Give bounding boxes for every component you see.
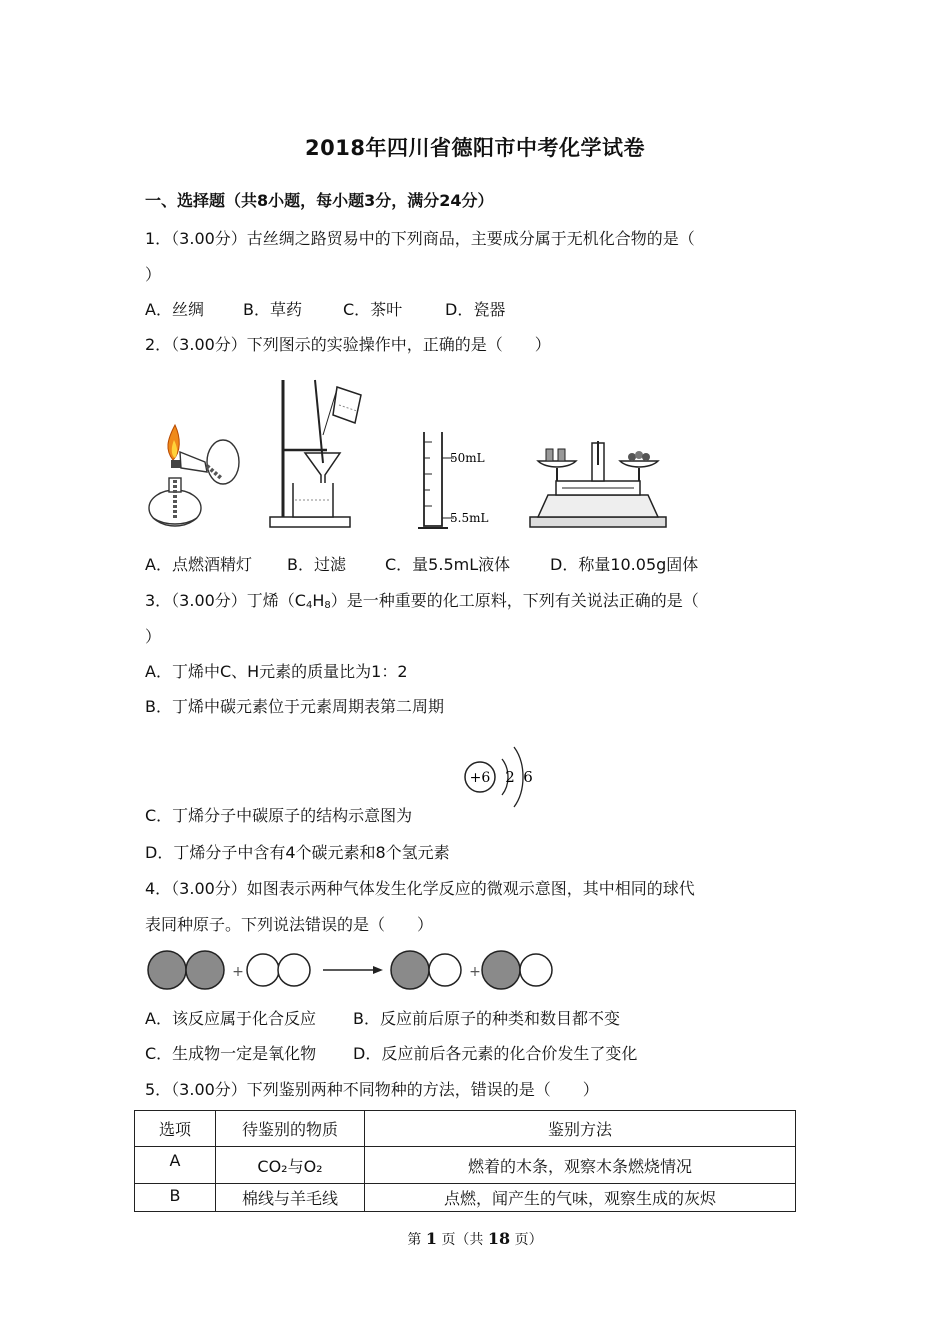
q2-option-c: C．量5.5mL液体 xyxy=(385,555,511,574)
q4-stem-cont: 表同种原子。下列说法错误的是（ ） xyxy=(145,915,434,934)
table-cell: 燃着的木条，观察木条燃烧情况 xyxy=(365,1147,796,1184)
q3-stem-end: ） xyxy=(145,627,162,646)
total-pages: 18 xyxy=(487,1229,511,1248)
q4-stem: 4．（3.00分）如图表示两种气体发生化学反应的微观示意图，其中相同的球代 xyxy=(145,879,695,898)
q3-option-c: C．丁烯分子中碳原子的结构示意图为 xyxy=(145,806,413,825)
q5-table xyxy=(134,1110,796,1212)
q2-options xyxy=(145,552,698,575)
table-cell: CO₂与O₂ xyxy=(216,1147,365,1184)
product-plus-sign: + xyxy=(469,964,481,980)
balance-figure xyxy=(528,435,668,530)
table-row xyxy=(135,1184,796,1212)
table-header-row xyxy=(135,1111,796,1147)
q4-option-b: B．反应前后原子的种类和数目都不变 xyxy=(353,1009,620,1028)
q3-stem: 3．（3.00分）丁烯$(C_4H_8)$是一种重要的化工原料，下列有关说法正确的是（ xyxy=(145,591,699,611)
q3-option-d: D．丁烯分子中含有4个碳元素和8个氢元素 xyxy=(145,843,450,862)
reactant-plus-sign: + xyxy=(232,964,244,980)
reaction-micro-diagram xyxy=(145,950,565,992)
filtration-figure xyxy=(265,375,365,530)
q3-option-b: B．丁烯中碳元素位于元素周期表第二周期 xyxy=(145,697,444,716)
cylinder-label-5-5ml: 5.5mL xyxy=(450,511,489,525)
nucleus-charge: +6 xyxy=(469,770,491,786)
q1-option-d: D．瓷器 xyxy=(445,300,506,319)
table-row xyxy=(135,1147,796,1184)
section-heading: 一、选择题（共8小题，每小题3分，满分24分） xyxy=(145,191,494,210)
q4-option-a: A．该反应属于化合反应 xyxy=(145,1009,316,1028)
table-cell: B xyxy=(135,1184,216,1212)
page-number: 1 xyxy=(425,1229,437,1248)
q1-option-b: B．草药 xyxy=(243,300,302,319)
q1-stem-end: ） xyxy=(145,265,162,284)
shell1-electrons: 2 xyxy=(505,768,515,786)
q3-option-a: A．丁烯中C、H元素的质量比为1：2 xyxy=(145,662,408,681)
table-cell: A xyxy=(135,1147,216,1184)
q4-option-d: D．反应前后各元素的化合价发生了变化 xyxy=(353,1044,638,1063)
q1-option-a: A．丝绸 xyxy=(145,300,204,319)
q2-option-d: D．称量10.05g固体 xyxy=(550,555,699,574)
table-cell: 棉线与羊毛线 xyxy=(216,1184,365,1212)
table-header-cell: 鉴别方法 xyxy=(365,1111,796,1147)
q4-options-cd xyxy=(145,1041,637,1064)
table-cell: 点燃，闻产生的气味，观察生成的灰烬 xyxy=(365,1184,796,1212)
page-title: 2018年四川省德阳市中考化学试卷 xyxy=(305,136,645,160)
graduated-cylinder-figure xyxy=(410,430,495,530)
page-footer: 第 1 页（共 18 页） xyxy=(407,1229,543,1248)
q1-option-c: C．茶叶 xyxy=(343,300,403,319)
q5-stem: 5．（3.00分）下列鉴别两种不同物种的方法，错误的是（ ） xyxy=(145,1080,599,1099)
shell2-electrons: 6 xyxy=(523,768,533,786)
q1-stem: 1．（3.00分）古丝绸之路贸易中的下列商品，主要成分属于无机化合物的是（ xyxy=(145,229,695,248)
q4-option-c: C．生成物一定是氧化物 xyxy=(145,1044,317,1063)
q2-option-b: B．过滤 xyxy=(287,555,346,574)
q2-stem: 2．（3.00分）下列图示的实验操作中，正确的是（ ） xyxy=(145,335,551,354)
table-header-cell: 待鉴别的物质 xyxy=(216,1111,365,1147)
cylinder-label-50ml: 50mL xyxy=(450,451,485,465)
alcohol-lamp-figure xyxy=(145,420,245,530)
table-header-cell: 选项 xyxy=(135,1111,216,1147)
q4-options-ab xyxy=(145,1006,620,1029)
q2-option-a: A．点燃酒精灯 xyxy=(145,555,252,574)
q1-options xyxy=(145,297,505,320)
carbon-atom-structure-diagram xyxy=(462,733,542,818)
